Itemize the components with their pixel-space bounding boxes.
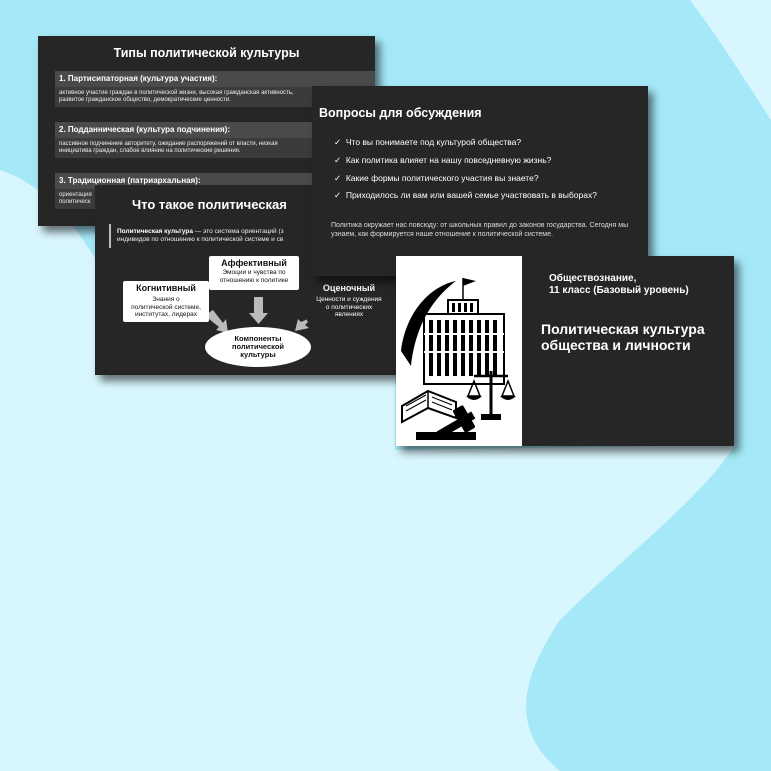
slide-discussion-questions[interactable] — [312, 86, 648, 276]
component-head: Оценочный — [322, 283, 376, 293]
center-label: Компоненты политической культуры — [231, 334, 285, 359]
component-head: Аффективный — [221, 258, 287, 268]
slide-note: Политика окружает нас повсюду: от школьных правил до законов государства. Сегодня мы узнаем, как формируется наше отношение к политической системе. — [331, 222, 629, 238]
slide-title: Типы политической культуры — [113, 46, 300, 60]
check-icon: ✓ — [334, 173, 342, 183]
type-card-body: пассивное подчинение авторитету, ожидание распоряжений от власти, низкая инициатива граждан, слабое влияние на политические решения. — [55, 138, 375, 158]
definition-term: Политическая культура — [117, 228, 193, 235]
components-center-ellipse — [205, 327, 311, 367]
check-icon: ✓ — [334, 155, 342, 165]
question-item — [334, 137, 521, 148]
definition-rest: — это система ориентаций (з — [192, 228, 284, 235]
component-cognitive — [123, 281, 209, 322]
main-title: Политическая культура общества и личности — [541, 321, 705, 353]
type-card-head: 1. Партисипаторная (культура участия): — [55, 71, 375, 87]
component-text: Знания о политической системе, институтах, лидерах — [131, 296, 201, 318]
question-text: Какие формы политического участия вы знаете? — [345, 173, 539, 183]
definition-line2: индивидов по отношению к политической системе и св — [117, 236, 284, 243]
type-card-head: 3. Традиционная (патриархальная): — [55, 173, 375, 189]
check-icon: ✓ — [334, 190, 342, 200]
background-blob-top-right — [690, 0, 771, 120]
component-head: Когнитивный — [136, 283, 196, 293]
question-text: Приходилось ли вам или вашей семье участвовать в выборах? — [345, 190, 597, 200]
question-item — [334, 190, 597, 201]
type-card-body: активное участие граждан в политической жизни, высокая гражданская активность, развитое гражданское общество, демократические ценности. — [55, 87, 375, 107]
component-affective — [209, 256, 299, 290]
component-evaluative — [307, 281, 391, 322]
background-blob-edge — [735, 330, 771, 445]
question-item — [334, 173, 539, 184]
slide-title-page[interactable] — [396, 256, 734, 446]
question-item — [334, 155, 551, 166]
government-law-illustration — [396, 256, 522, 446]
subtitle: Обществознание, 11 класс (Базовый уровень) — [549, 273, 689, 296]
question-text: Как политика влияет на нашу повседневную жизнь? — [345, 155, 552, 165]
slide-title: Вопросы для обсуждения — [319, 106, 482, 120]
type-card-head: 2. Подданническая (культура подчинения): — [55, 122, 375, 138]
check-icon: ✓ — [334, 137, 342, 147]
government-building-icon — [396, 256, 522, 446]
component-text: Эмоции и чувства по отношению к политике — [219, 269, 289, 284]
component-text: Ценности и суждения о политических явлениях — [316, 296, 382, 318]
type-card-body: ориентация политическ — [55, 189, 375, 209]
slide-title: Что такое политическая — [132, 197, 287, 212]
question-text: Что вы понимаете под культурой общества? — [345, 137, 522, 147]
arrow-down — [249, 297, 268, 324]
